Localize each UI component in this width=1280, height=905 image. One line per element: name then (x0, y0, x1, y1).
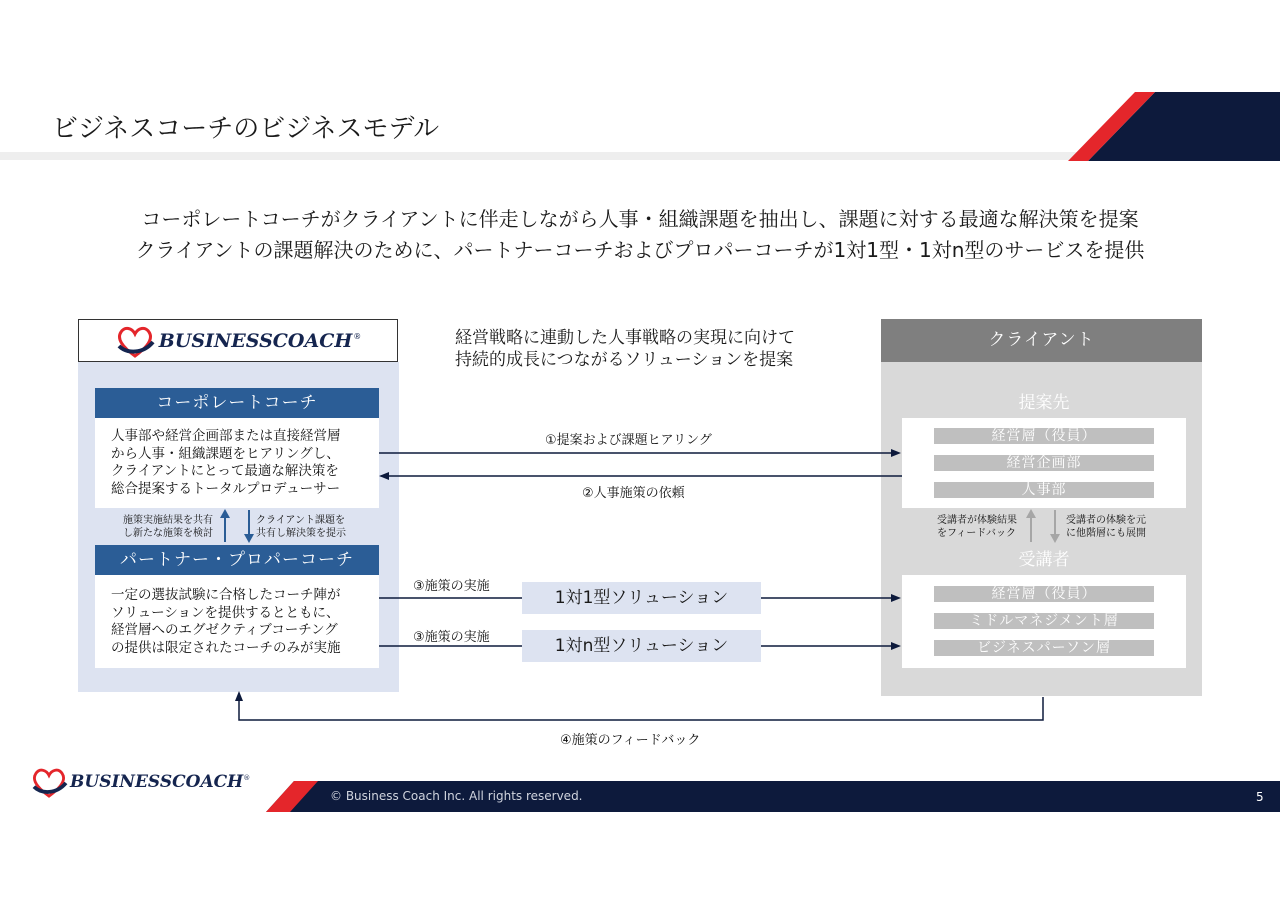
subtitle-line-1: コーポレートコーチがクライアントに伴走しながら人事・組織課題を抽出し、課題に対する最適な解決策を提案 (141, 207, 1139, 231)
note-line: 共有し解決策を提示 (256, 528, 346, 539)
note-line: し新たな施策を検討 (123, 528, 213, 539)
registered-mark: ® (353, 332, 362, 341)
flow-label-3a: ③施策の実施 (413, 579, 490, 594)
arrow-head-1 (891, 449, 901, 457)
trainee-item-middle: ミドルマネジメント層 (934, 613, 1154, 629)
desc-line: から人事・組織課題をヒアリングし、 (111, 445, 340, 462)
proposal-item-planning: 経営企画部 (934, 455, 1154, 471)
arrow-head-2 (379, 472, 389, 480)
desc-line: 一定の選抜試験に合格したコーチ陣が (111, 587, 341, 603)
subtitle-line-2: クライアントの課題解決のために、パートナーコーチおよびプロパーコーチが1対1型・1対n型のサービスを提供 (135, 238, 1145, 262)
flow-label-3b: ③施策の実施 (413, 630, 490, 645)
page-title: ビジネスコーチのビジネスモデル (52, 114, 440, 144)
desc-line: クライアントにとって最適な解決策を (111, 463, 339, 479)
flow-label-4: ④施策のフィードバック (560, 733, 701, 748)
note-line: 受講者が体験結果 (937, 515, 1017, 526)
note-line: をフィードバック (937, 528, 1016, 539)
trainees-heading: 受講者 (902, 545, 1186, 575)
trainee-item-business: ビジネスパーソン層 (934, 640, 1154, 656)
center-note-line: 持続的成長につながるソリューションを提案 (455, 350, 794, 370)
footer-bar (0, 781, 1280, 812)
desc-line: の提供は限定されたコーチのみが実施 (111, 639, 341, 656)
note-line: 受講者の体験を元 (1066, 515, 1146, 526)
arrow-feedback (239, 697, 1043, 720)
proposal-target-heading: 提案先 (902, 388, 1186, 418)
desc-line: 総合提案するトータルプロデューサー (111, 480, 341, 497)
logo-wordmark: BUSINESSCOACH (158, 329, 353, 352)
arrow-head-3 (891, 594, 901, 602)
client-heading: クライアント (881, 319, 1202, 362)
note-line: クライアント課題を (256, 515, 345, 526)
page-number: 5 (1256, 790, 1264, 804)
flow-label-2: ②人事施策の依頼 (582, 486, 685, 501)
registered-mark: ® (243, 774, 251, 782)
desc-line: ソリューションを提供するとともに、 (111, 604, 340, 621)
note-line: に他階層にも展開 (1066, 528, 1146, 539)
desc-line: 人事部や経営企画部または直接経営層 (111, 428, 341, 444)
note-line: 施策実施結果を共有 (123, 515, 213, 526)
arrow-head-5 (235, 691, 243, 701)
partner-coach-heading: パートナー・プロパーコーチ (95, 545, 379, 575)
trainee-item-executives: 経営層（役員） (934, 586, 1154, 602)
proposal-item-executives: 経営層（役員） (934, 428, 1154, 444)
footer-logo-wordmark: BUSINESSCOACH (70, 772, 244, 792)
corporate-coach-heading: コーポレートコーチ (95, 388, 379, 418)
solution-one-to-n: 1対n型ソリューション (522, 630, 761, 662)
arrow-head-4 (891, 642, 901, 650)
center-note-line: 経営戦略に連動した人事戦略の実現に向けて (455, 328, 795, 348)
solution-one-to-one: 1対1型ソリューション (522, 582, 761, 614)
desc-line: 経営層へのエグゼクティブコーチング (111, 622, 338, 638)
proposal-item-hr: 人事部 (934, 482, 1154, 498)
copyright-text: © Business Coach Inc. All rights reserved. (330, 789, 583, 803)
flow-label-1: ①提案および課題ヒアリング (545, 433, 712, 448)
